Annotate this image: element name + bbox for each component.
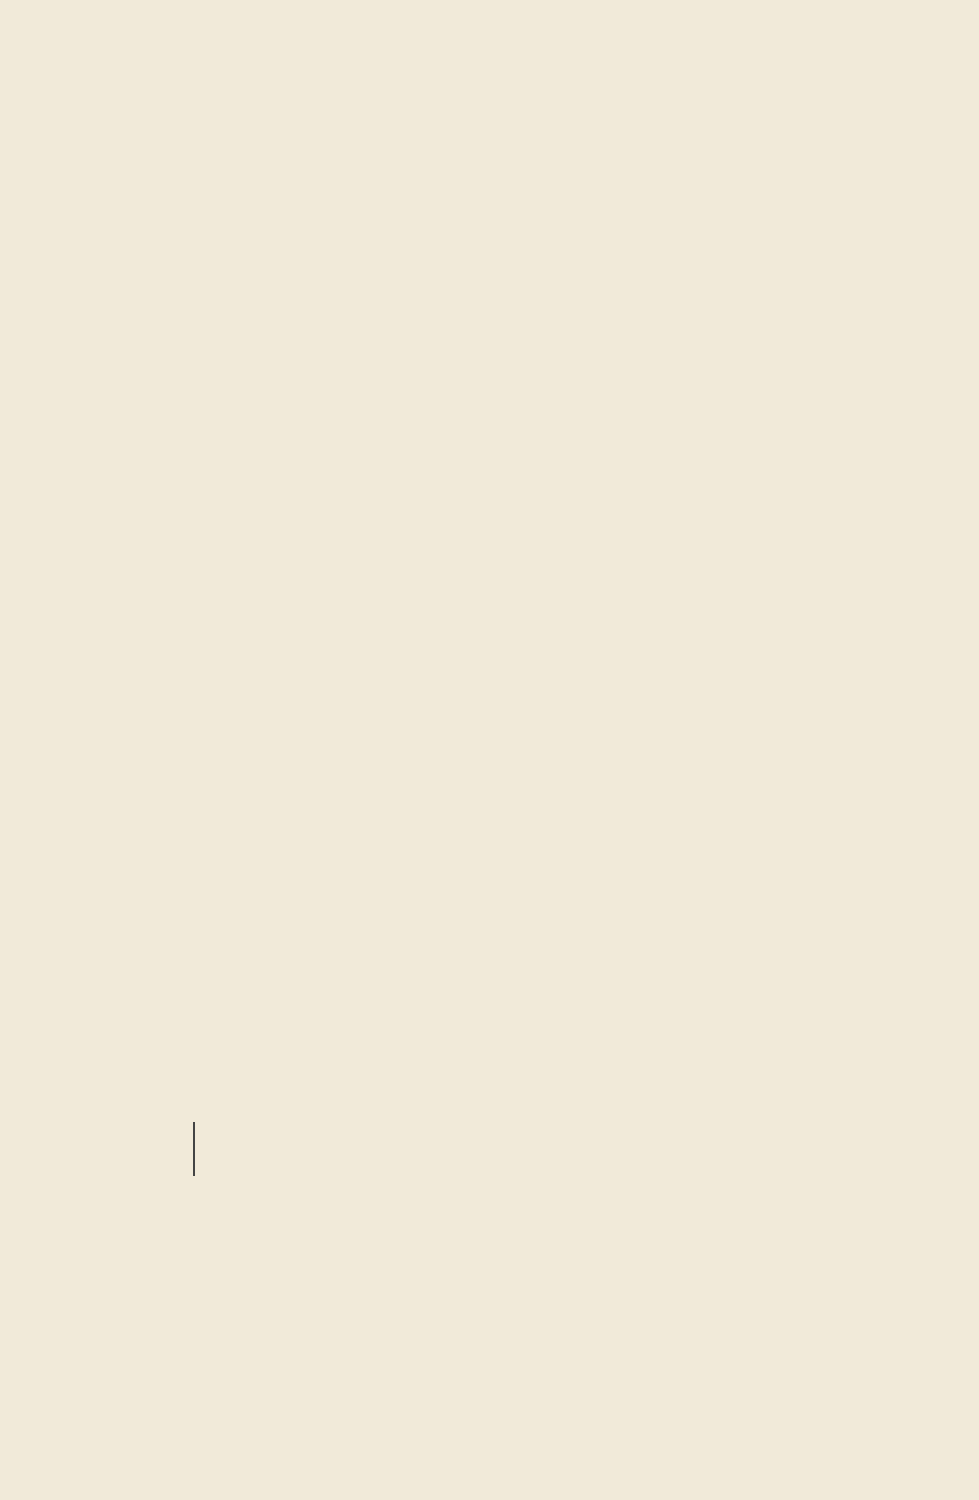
margin-bracket bbox=[193, 1122, 198, 1176]
